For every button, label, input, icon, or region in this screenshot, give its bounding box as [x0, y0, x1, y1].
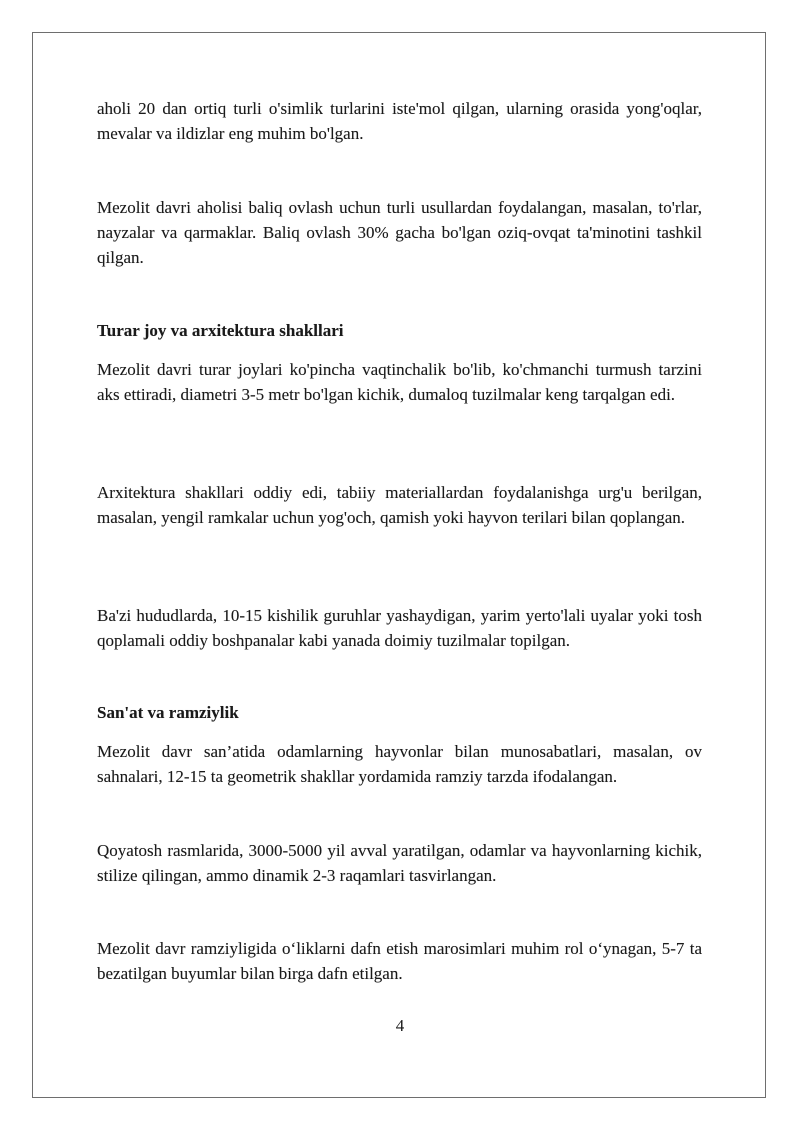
heading-housing-architecture: Turar joy va arxitektura shakllari [97, 321, 344, 340]
paragraph-permanent-structures: Ba'zi hududlarda, 10-15 kishilik guruhlar yashaydigan, yarim yerto'lali uyalar yoki tosh qoplamali oddiy boshpanalar kabi yanada doimiy tuzilmalar topilgan. [97, 606, 702, 650]
paragraph-fishing: Mezolit davri aholisi baliq ovlash uchun turli usullardan foydalangan, masalan, to'rlar, nayzalar va qarmaklar. Baliq ovlash 30% gacha bo'lgan oziq-ovqat ta'minotini tashkil qilgan. [97, 198, 702, 267]
paragraph-mesolithic-art: Mezolit davr san’atida odamlarning hayvonlar bilan munosabatlari, masalan, ov sahnalari, 12-15 ta geometrik shakllar yordamida ramziy tarzda ifodalangan. [97, 742, 702, 786]
page-number: 4 [395, 1016, 405, 1035]
paragraph-burial-rites: Mezolit davr ramziyligida o‘liklarni dafn etish marosimlari muhim rol o‘ynagan, 5-7 ta bezatilgan buyumlar bilan birga dafn etilgan. [97, 939, 702, 983]
heading-art-symbolism: San'at va ramziylik [97, 703, 239, 722]
paragraph-architecture-forms: Arxitektura shakllari oddiy edi, tabiiy materiallardan foydalanishga urg'u berilgan, masalan, yengil ramkalar uchun yog'och, qamish yoki hayvon terilari bilan qoplangan. [97, 483, 702, 527]
paragraph-plant-diet: aholi 20 dan ortiq turli o'simlik turlarini iste'mol qilgan, ularning orasida yong'oqlar, mevalar va ildizlar eng muhim bo'lgan. [97, 99, 702, 143]
paragraph-rock-paintings: Qoyatosh rasmlarida, 3000-5000 yil avval yaratilgan, odamlar va hayvonlarning kichik, stilize qilingan, ammo dinamik 2-3 raqamlari tasvirlangan. [97, 841, 702, 885]
paragraph-dwellings: Mezolit davri turar joylari ko'pincha vaqtinchalik bo'lib, ko'chmanchi turmush tarzini aks ettiradi, diametri 3-5 metr bo'lgan kichik, dumaloq tuzilmalar keng tarqalgan edi. [97, 360, 702, 404]
